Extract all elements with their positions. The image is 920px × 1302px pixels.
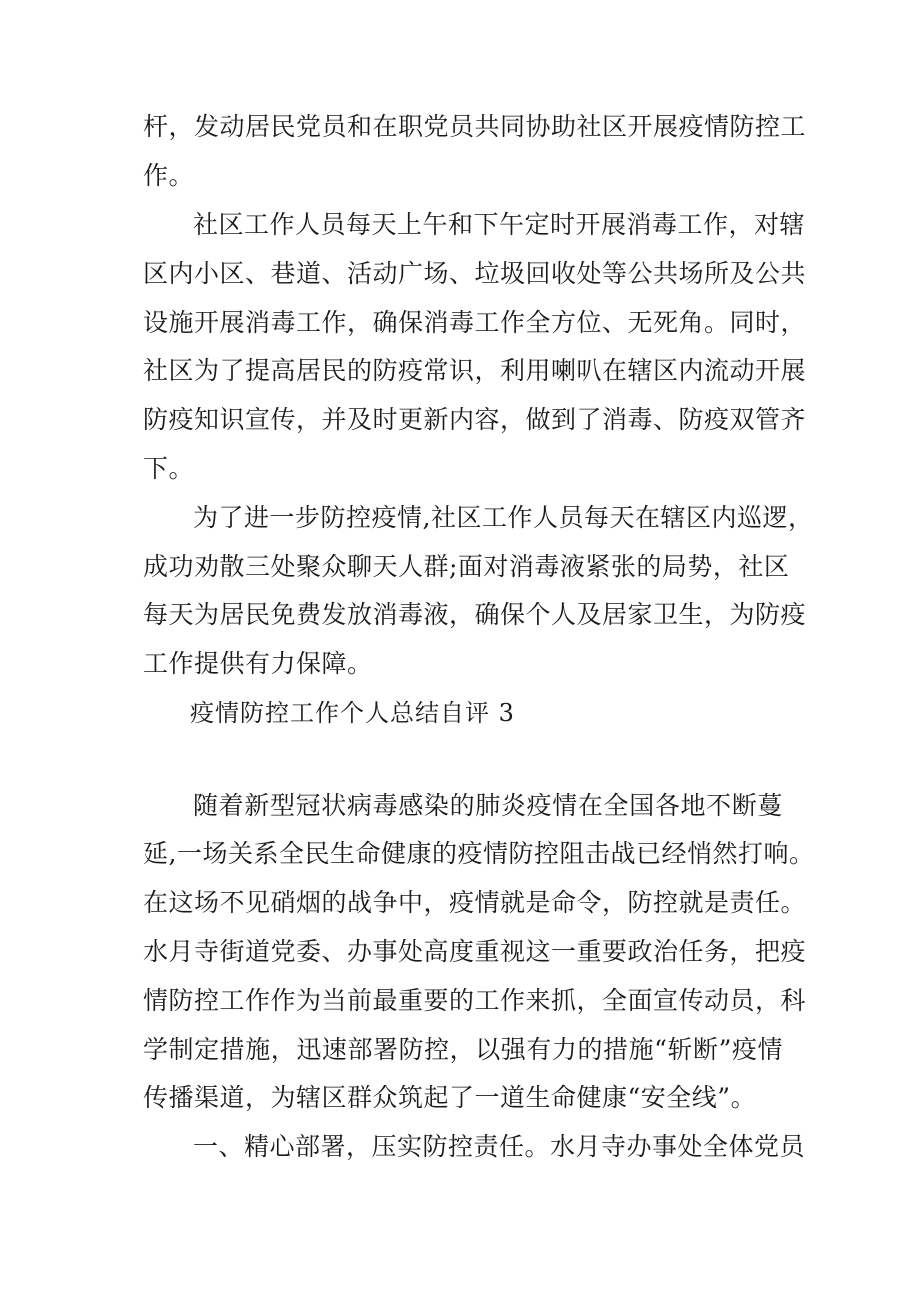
paragraph-3-line-1: 为了进一步防控疫情,社区工作人员每天在辖区内巡逻， [193, 503, 814, 532]
paragraph-4-line-5: 情防控工作作为当前最重要的工作来抓，全面宣传动员，科 [143, 986, 807, 1015]
paragraph-4-line-1: 随着新型冠状病毒感染的肺炎疫情在全国各地不断蔓 [193, 791, 783, 820]
paragraph-2-line-5: 防疫知识宣传，并及时更新内容，做到了消毒、防疫双管齐 [143, 405, 807, 434]
paragraph-2-line-2: 区内小区、巷道、活动广场、垃圾回收处等公共场所及公共 [143, 259, 807, 288]
section-heading: 疫情防控工作个人总结自评 3 [190, 699, 515, 727]
paragraph-5-line-1: 一、精心部署，压实防控责任。水月寺办事处全体党员 [193, 1132, 806, 1161]
paragraph-2-line-6: 下。 [143, 454, 195, 483]
paragraph-2-line-3: 设施开展消毒工作，确保消毒工作全方位、无死角。同时， [143, 308, 807, 337]
paragraph-1-line-1: 杆，发动居民党员和在职党员共同协助社区开展疫情防控工 [143, 112, 807, 141]
paragraph-4-line-4: 水月寺街道党委、办事处高度重视这一重要政治任务，把疫 [143, 937, 807, 966]
paragraph-2-line-4: 社区为了提高居民的防疫常识，利用喇叭在辖区内流动开展 [143, 356, 807, 385]
paragraph-4-line-3: 在这场不见硝烟的战争中，疫情就是命令，防控就是责任。 [143, 888, 807, 917]
paragraph-4-line-2: 延,一场关系全民生命健康的疫情防控阻击战已经悄然打响。 [143, 839, 815, 868]
paragraph-3-line-4: 工作提供有力保障。 [143, 649, 373, 678]
paragraph-2-line-1: 社区工作人员每天上午和下午定时开展消毒工作，对辖 [193, 210, 806, 239]
paragraph-3-line-2: 成功劝散三处聚众聊天人群;面对消毒液紧张的局势，社区 [143, 552, 790, 581]
paragraph-4-line-6: 学制定措施，迅速部署防控，以强有力的措施“斩断”疫情 [143, 1035, 783, 1064]
paragraph-3-line-3: 每天为居民免费发放消毒液，确保个人及居家卫生，为防疫 [143, 600, 807, 629]
paragraph-1-line-2: 作。 [143, 161, 195, 190]
paragraph-4-line-7: 传播渠道，为辖区群众筑起了一道生命健康“安全线”。 [143, 1083, 757, 1112]
